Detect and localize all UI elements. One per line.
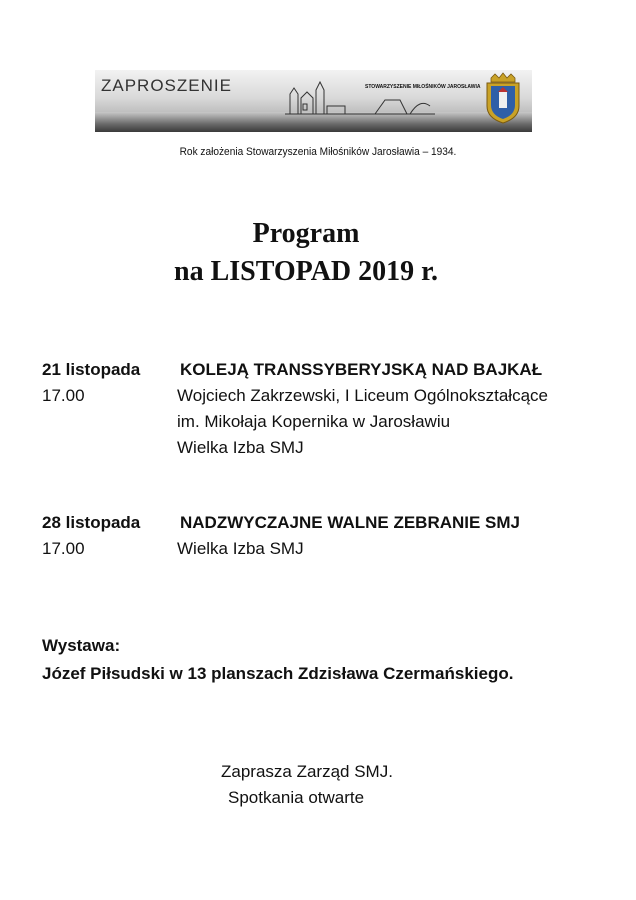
- coat-of-arms-icon: [483, 72, 523, 124]
- event-2-time: 17.00: [42, 539, 85, 558]
- exhibition-label: Wystawa:: [42, 636, 121, 655]
- event-1-venue: Wielka Izba SMJ: [177, 438, 304, 457]
- footer-open-meetings: Spotkania otwarte: [228, 788, 365, 807]
- event-1-institution: im. Mikołaja Kopernika w Jarosławiu: [177, 412, 451, 431]
- town-sketch-image: [285, 76, 435, 116]
- event-2-venue: Wielka Izba SMJ: [177, 539, 304, 558]
- event-1-date: 21 listopada: [42, 360, 141, 379]
- event-1-time: 17.00: [42, 386, 85, 405]
- banner-title: ZAPROSZENIE: [101, 76, 232, 95]
- footer-invitation: Zaprasza Zarząd SMJ.: [221, 762, 393, 781]
- event-1-title: KOLEJĄ TRANSSYBERYJSKĄ NAD BAJKAŁ: [180, 360, 543, 379]
- header-banner: [95, 70, 532, 132]
- program-heading: Program: [252, 218, 360, 249]
- exhibition-text: Józef Piłsudski w 13 planszach Zdzisława Czermańskiego.: [42, 664, 514, 683]
- event-2-title: NADZWYCZAJNE WALNE ZEBRANIE SMJ: [180, 513, 521, 532]
- association-name-small: STOWARZYSZENIE MIŁOŚNIKÓW JAROSŁAWIA: [365, 84, 481, 90]
- founding-year-subtitle: Rok założenia Stowarzyszenia Miłośników Jarosławia – 1934.: [179, 146, 457, 158]
- event-1-speaker: Wojciech Zakrzewski, I Liceum Ogólnokształcące: [177, 386, 548, 405]
- program-month-heading: na LISTOPAD 2019 r.: [174, 256, 438, 287]
- event-2-date: 28 listopada: [42, 513, 141, 532]
